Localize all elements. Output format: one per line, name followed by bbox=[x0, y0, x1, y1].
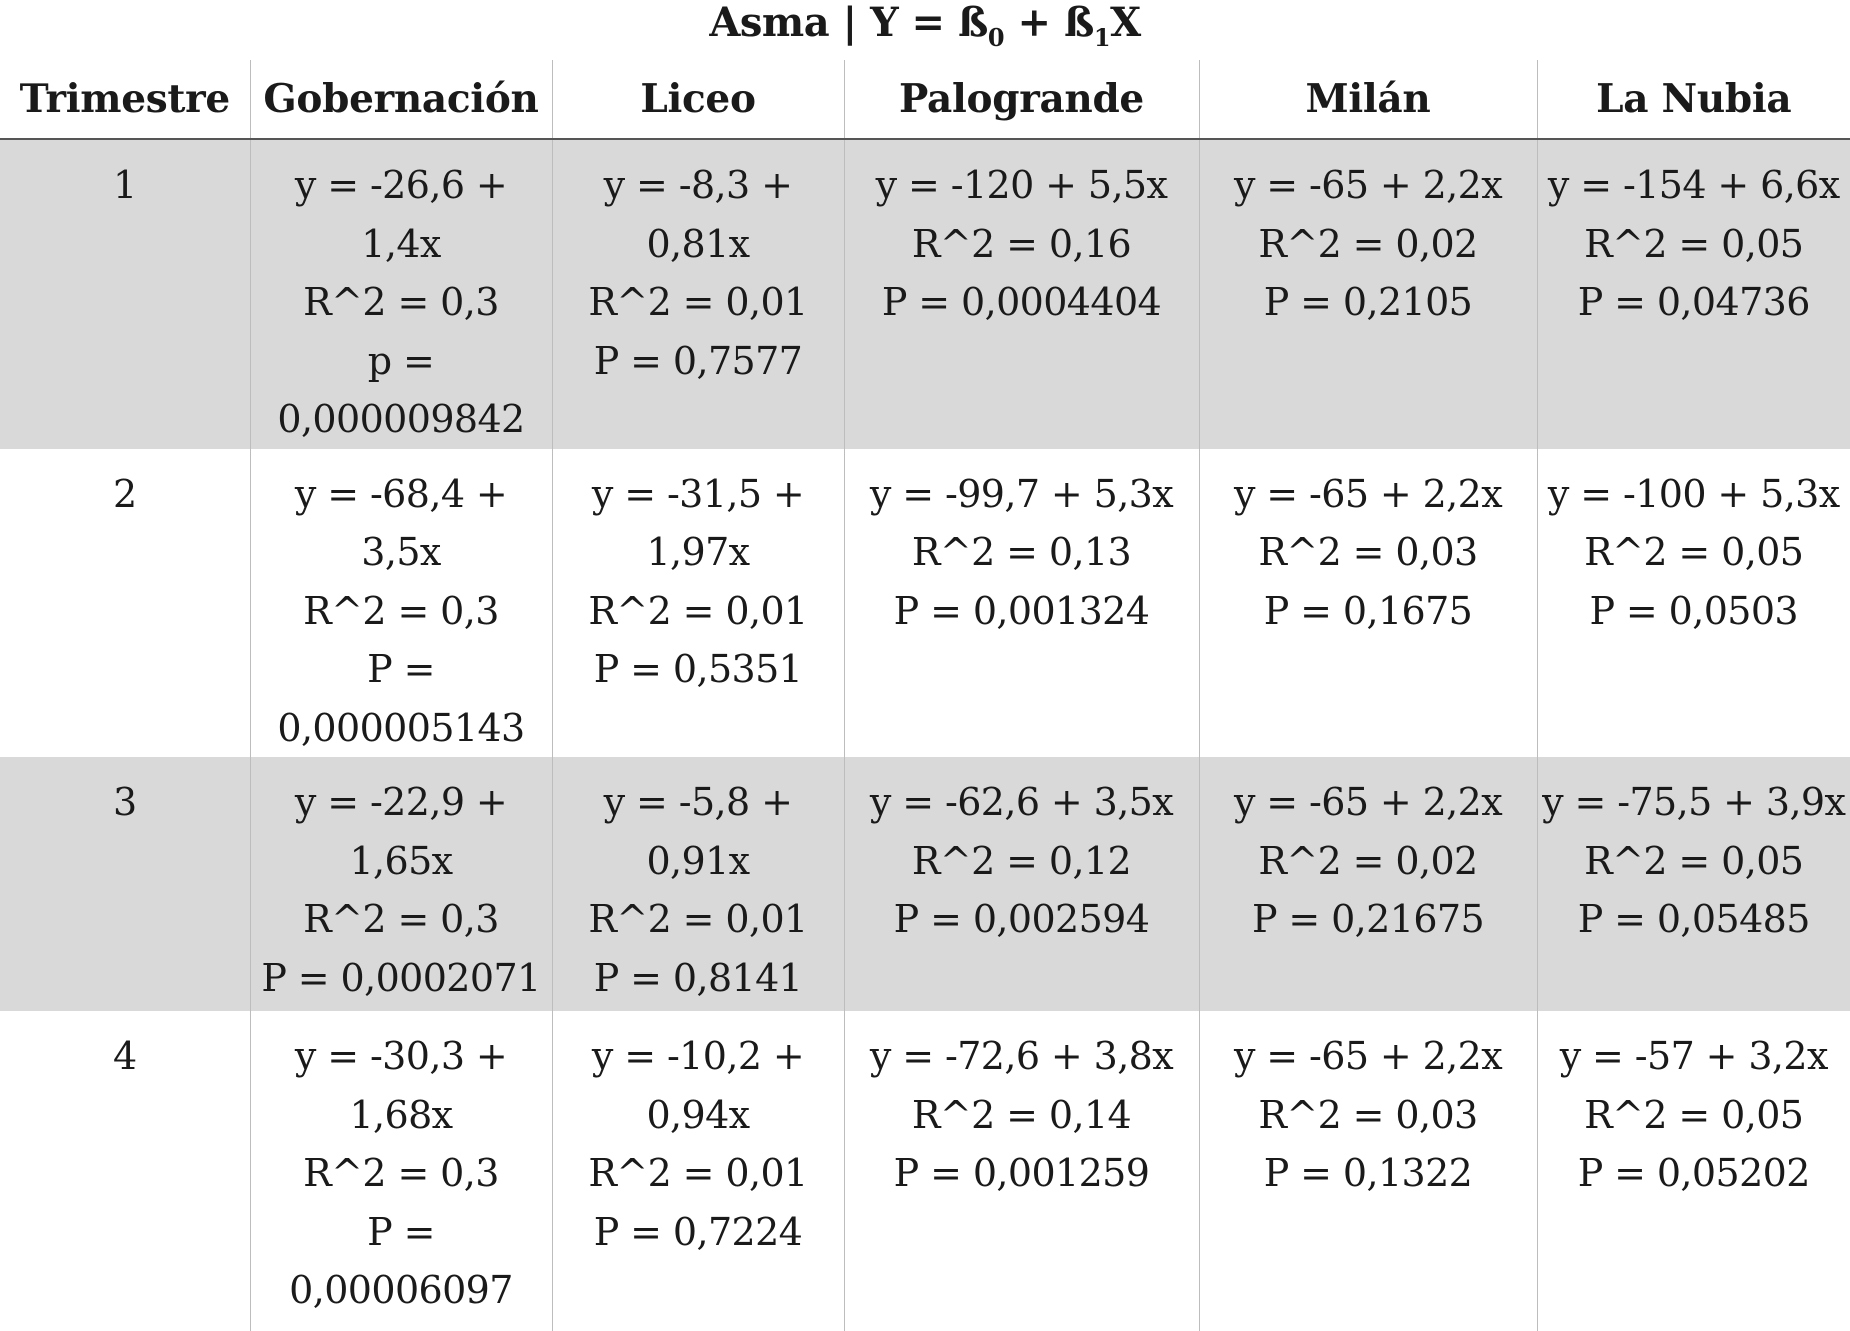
cell-palogrande bbox=[844, 449, 1199, 758]
header-gobernacion: Gobernación bbox=[250, 60, 552, 139]
cell-palogrande bbox=[844, 139, 1199, 449]
trimestre-value: 3 bbox=[112, 780, 137, 824]
cell-milan bbox=[1199, 1011, 1537, 1331]
cell-line: R^2 = 0,02 bbox=[1258, 221, 1478, 266]
cell-line: y = -100 + 5,3x bbox=[1547, 471, 1840, 516]
cell-milan bbox=[1199, 757, 1537, 1011]
cell-palogrande bbox=[844, 757, 1199, 1011]
cell-line: P = 0,002594 bbox=[893, 897, 1150, 941]
cell-line: y = -22,9 + bbox=[294, 780, 508, 824]
cell-line: P = 0,001324 bbox=[893, 588, 1150, 633]
cell-line: 0,94x bbox=[646, 1092, 750, 1137]
cell-line: 0,91x bbox=[646, 838, 750, 883]
cell-line: 0,81x bbox=[646, 221, 750, 266]
cell-line: y = -31,5 + bbox=[591, 471, 805, 516]
cell-line: y = -62,6 + 3,5x bbox=[869, 780, 1174, 824]
title-subscript-1: 1 bbox=[1093, 23, 1111, 52]
cell-line: R^2 = 0,05 bbox=[1584, 838, 1804, 883]
cell-line: y = -57 + 3,2x bbox=[1559, 1034, 1828, 1078]
cell-line: y = -5,8 + bbox=[603, 780, 793, 824]
cell-line: P = 0,7224 bbox=[593, 1209, 803, 1254]
title-mid: + ß bbox=[1004, 0, 1094, 46]
header-la-nubia: La Nubia bbox=[1537, 60, 1850, 139]
cell-line: y = -75,5 + 3,9x bbox=[1542, 780, 1846, 824]
cell-liceo bbox=[552, 449, 844, 758]
cell-line: R^2 = 0,3 bbox=[303, 588, 499, 633]
title-prefix: Asma | Y = ß bbox=[709, 0, 988, 46]
cell-gobernacion bbox=[250, 1011, 552, 1331]
cell-gobernacion bbox=[250, 449, 552, 758]
cell-line: P = 0,0002071 bbox=[261, 955, 541, 1000]
cell-line: 0,000009842 bbox=[277, 397, 525, 441]
cell-la-nubia bbox=[1537, 449, 1850, 758]
cell-line: R^2 = 0,3 bbox=[303, 897, 499, 941]
cell-trimestre bbox=[0, 757, 250, 1011]
cell-line: P = bbox=[367, 647, 435, 691]
cell-gobernacion bbox=[250, 757, 552, 1011]
table-row bbox=[0, 1011, 1850, 1331]
header-row bbox=[0, 60, 1850, 139]
cell-line: y = -8,3 + bbox=[603, 163, 793, 207]
cell-trimestre bbox=[0, 1011, 250, 1331]
cell-line: y = -30,3 + bbox=[294, 1034, 508, 1078]
cell-line: P = 0,5351 bbox=[593, 647, 803, 691]
trimestre-value: 4 bbox=[112, 1034, 137, 1078]
table-row bbox=[0, 139, 1850, 449]
cell-line: P = 0,7577 bbox=[593, 338, 803, 383]
cell-line: R^2 = 0,14 bbox=[911, 1092, 1132, 1137]
cell-line: y = -26,6 + 1,4x bbox=[294, 163, 508, 266]
cell-line: P = 0,0503 bbox=[1589, 588, 1799, 633]
cell-line: R^2 = 0,12 bbox=[911, 838, 1132, 883]
cell-trimestre bbox=[0, 139, 250, 449]
cell-line: R^2 = 0,02 bbox=[1258, 838, 1478, 883]
cell-line: P = 0,0004404 bbox=[881, 280, 1162, 324]
cell-line: R^2 = 0,16 bbox=[911, 221, 1132, 266]
regression-table bbox=[0, 60, 1850, 1331]
cell-line: P = bbox=[367, 1209, 435, 1254]
cell-line: R^2 = 0,05 bbox=[1584, 1092, 1804, 1137]
cell-liceo bbox=[552, 757, 844, 1011]
header-palogrande: Palogrande bbox=[844, 60, 1199, 139]
cell-line: 0,000005143 bbox=[277, 705, 525, 750]
cell-liceo bbox=[552, 139, 844, 449]
cell-trimestre bbox=[0, 449, 250, 758]
cell-line: P = 0,001259 bbox=[893, 1151, 1150, 1195]
cell-line: y = -65 + 2,2x bbox=[1233, 780, 1503, 824]
cell-line: R^2 = 0,01 bbox=[588, 280, 808, 324]
header-milan: Milán bbox=[1199, 60, 1537, 139]
cell-line: R^2 = 0,05 bbox=[1584, 530, 1804, 574]
cell-line: R^2 = 0,3 bbox=[303, 1151, 499, 1195]
cell-line: 0,00006097 bbox=[289, 1268, 513, 1312]
table-title bbox=[0, 0, 1850, 52]
cell-line: R^2 = 0,3 bbox=[303, 280, 499, 324]
title-subscript-0: 0 bbox=[987, 23, 1005, 52]
cell-line: y = -72,6 + 3,8x bbox=[869, 1034, 1174, 1078]
table-row bbox=[0, 757, 1850, 1011]
cell-line: y = -68,4 + 3,5x bbox=[294, 471, 508, 574]
cell-gobernacion bbox=[250, 139, 552, 449]
cell-line: P = 0,1675 bbox=[1263, 588, 1473, 633]
cell-line: P = 0,21675 bbox=[1251, 897, 1485, 941]
header-liceo: Liceo bbox=[552, 60, 844, 139]
cell-line: R^2 = 0,03 bbox=[1258, 530, 1478, 574]
cell-line: R^2 = 0,01 bbox=[588, 588, 808, 633]
cell-la-nubia bbox=[1537, 1011, 1850, 1331]
cell-line: P = 0,2105 bbox=[1263, 280, 1473, 324]
header-trimestre: Trimestre bbox=[0, 60, 250, 139]
cell-line: y = -154 + 6,6x bbox=[1547, 163, 1840, 207]
cell-line: R^2 = 0,03 bbox=[1258, 1092, 1478, 1137]
cell-line: P = 0,05202 bbox=[1577, 1151, 1810, 1195]
cell-line: R^2 = 0,05 bbox=[1584, 221, 1804, 266]
cell-milan bbox=[1199, 139, 1537, 449]
cell-line: 1,65x bbox=[349, 838, 453, 883]
cell-milan bbox=[1199, 449, 1537, 758]
cell-line: R^2 = 0,01 bbox=[588, 1151, 808, 1195]
cell-line: R^2 = 0,01 bbox=[588, 897, 808, 941]
cell-la-nubia bbox=[1537, 139, 1850, 449]
title-suffix: X bbox=[1110, 0, 1141, 46]
cell-line: P = 0,8141 bbox=[593, 955, 803, 1000]
cell-line: 1,97x bbox=[646, 530, 750, 574]
cell-line: y = -120 + 5,5x bbox=[875, 163, 1168, 207]
cell-palogrande bbox=[844, 1011, 1199, 1331]
trimestre-value: 2 bbox=[112, 471, 137, 516]
cell-line: p = bbox=[367, 338, 435, 383]
cell-la-nubia bbox=[1537, 757, 1850, 1011]
cell-line: y = -99,7 + 5,3x bbox=[869, 471, 1174, 516]
cell-line: P = 0,1322 bbox=[1263, 1151, 1473, 1195]
cell-line: P = 0,04736 bbox=[1577, 280, 1810, 324]
cell-line: R^2 = 0,13 bbox=[911, 530, 1132, 574]
cell-line: y = -10,2 + bbox=[591, 1034, 805, 1078]
cell-line: y = -65 + 2,2x bbox=[1233, 471, 1503, 516]
table-row bbox=[0, 449, 1850, 758]
cell-liceo bbox=[552, 1011, 844, 1331]
trimestre-value: 1 bbox=[112, 163, 137, 207]
cell-line: 1,68x bbox=[349, 1092, 453, 1137]
cell-line: y = -65 + 2,2x bbox=[1233, 1034, 1503, 1078]
cell-line: y = -65 + 2,2x bbox=[1233, 163, 1503, 207]
cell-line: P = 0,05485 bbox=[1577, 897, 1810, 941]
